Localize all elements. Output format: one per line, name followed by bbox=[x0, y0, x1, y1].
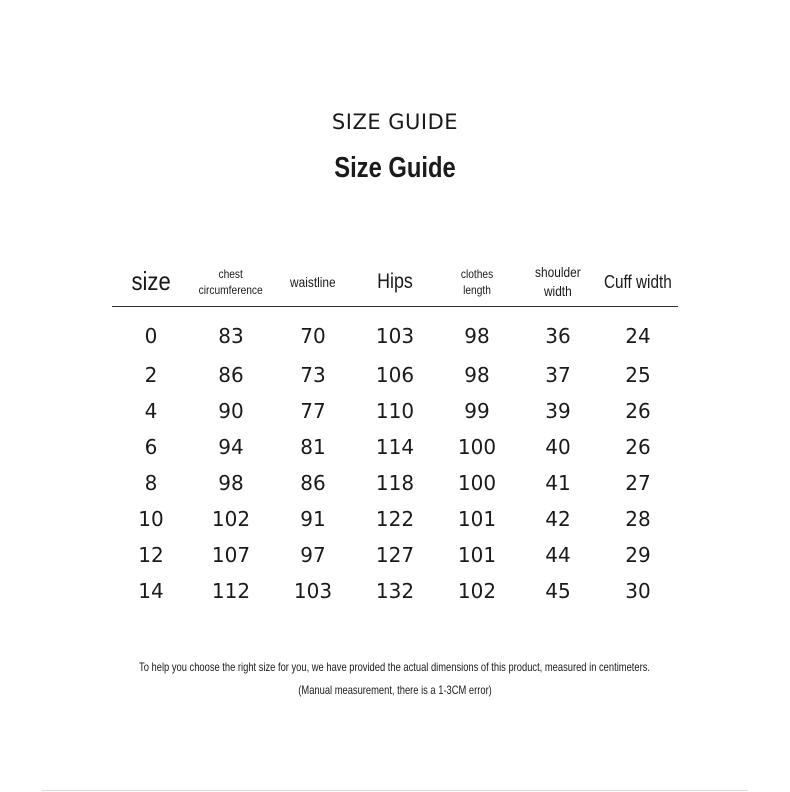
cell-shoulder: 42 bbox=[545, 507, 571, 531]
cell-size: 6 bbox=[144, 435, 158, 459]
table-row bbox=[112, 573, 678, 609]
cell-length: 98 bbox=[464, 324, 490, 348]
measurement-note: To help you choose the right size for you, we have provided the actual dimensions of this product, measured in centimeters. bbox=[139, 660, 651, 674]
cell-hips: 103 bbox=[375, 324, 415, 348]
cell-chest: 107 bbox=[211, 543, 251, 567]
cell-shoulder: 44 bbox=[545, 543, 571, 567]
cell-size: 10 bbox=[138, 507, 164, 531]
cell-size: 0 bbox=[144, 324, 158, 348]
cell-chest: 90 bbox=[218, 399, 244, 423]
table-row bbox=[112, 465, 678, 501]
size-guide-caption: SIZE GUIDE bbox=[331, 110, 459, 134]
cell-length: 100 bbox=[457, 471, 497, 495]
page-title: Size Guide bbox=[334, 152, 456, 184]
table-row bbox=[112, 537, 678, 573]
cell-waist: 86 bbox=[300, 471, 326, 495]
cell-chest: 94 bbox=[218, 435, 244, 459]
cell-shoulder: 36 bbox=[545, 324, 571, 348]
header-hips: Hips bbox=[354, 258, 436, 307]
header-size: size bbox=[112, 258, 190, 307]
cell-size: 14 bbox=[138, 579, 164, 603]
header-clothes-length: clothes length bbox=[436, 258, 518, 307]
cell-waist: 73 bbox=[300, 363, 326, 387]
header-cuff-width: Cuff width bbox=[598, 258, 678, 307]
cell-hips: 110 bbox=[375, 399, 415, 423]
table-row bbox=[112, 393, 678, 429]
cell-shoulder: 41 bbox=[545, 471, 571, 495]
cell-cuff: 28 bbox=[625, 507, 651, 531]
cell-hips: 114 bbox=[375, 435, 415, 459]
cell-shoulder: 37 bbox=[545, 363, 571, 387]
cell-cuff: 25 bbox=[625, 363, 651, 387]
cell-size: 2 bbox=[144, 363, 158, 387]
cell-size: 4 bbox=[144, 399, 158, 423]
cell-cuff: 24 bbox=[625, 324, 651, 348]
cell-chest: 112 bbox=[211, 579, 251, 603]
header-chest-circumference: chest circumference bbox=[190, 258, 272, 307]
cell-waist: 103 bbox=[293, 579, 333, 603]
table-row bbox=[112, 307, 678, 358]
cell-hips: 132 bbox=[375, 579, 415, 603]
table-row bbox=[112, 429, 678, 465]
cell-length: 99 bbox=[464, 399, 490, 423]
cell-length: 102 bbox=[457, 579, 497, 603]
bottom-divider bbox=[42, 790, 748, 791]
cell-length: 101 bbox=[457, 507, 497, 531]
cell-waist: 81 bbox=[300, 435, 326, 459]
cell-waist: 70 bbox=[300, 324, 326, 348]
table-row bbox=[112, 357, 678, 393]
cell-size: 8 bbox=[144, 471, 158, 495]
cell-hips: 118 bbox=[375, 471, 415, 495]
cell-cuff: 30 bbox=[625, 579, 651, 603]
cell-waist: 97 bbox=[300, 543, 326, 567]
size-table bbox=[112, 258, 678, 609]
cell-waist: 91 bbox=[300, 507, 326, 531]
cell-shoulder: 39 bbox=[545, 399, 571, 423]
cell-length: 98 bbox=[464, 363, 490, 387]
cell-cuff: 27 bbox=[625, 471, 651, 495]
table-body bbox=[112, 307, 678, 610]
table-row bbox=[112, 501, 678, 537]
cell-chest: 102 bbox=[211, 507, 251, 531]
header-waistline: waistline bbox=[272, 258, 354, 307]
cell-length: 100 bbox=[457, 435, 497, 459]
cell-hips: 122 bbox=[375, 507, 415, 531]
cell-cuff: 29 bbox=[625, 543, 651, 567]
cell-chest: 86 bbox=[218, 363, 244, 387]
cell-length: 101 bbox=[457, 543, 497, 567]
table-header-row bbox=[112, 258, 678, 307]
cell-waist: 77 bbox=[300, 399, 326, 423]
measurement-error-note: (Manual measurement, there is a 1-3CM error) bbox=[298, 683, 492, 697]
cell-chest: 83 bbox=[218, 324, 244, 348]
cell-hips: 106 bbox=[375, 363, 415, 387]
cell-cuff: 26 bbox=[625, 435, 651, 459]
cell-cuff: 26 bbox=[625, 399, 651, 423]
cell-size: 12 bbox=[138, 543, 164, 567]
cell-shoulder: 40 bbox=[545, 435, 571, 459]
cell-hips: 127 bbox=[375, 543, 415, 567]
cell-chest: 98 bbox=[218, 471, 244, 495]
cell-shoulder: 45 bbox=[545, 579, 571, 603]
header-shoulder-width: shoulder width bbox=[518, 258, 598, 307]
